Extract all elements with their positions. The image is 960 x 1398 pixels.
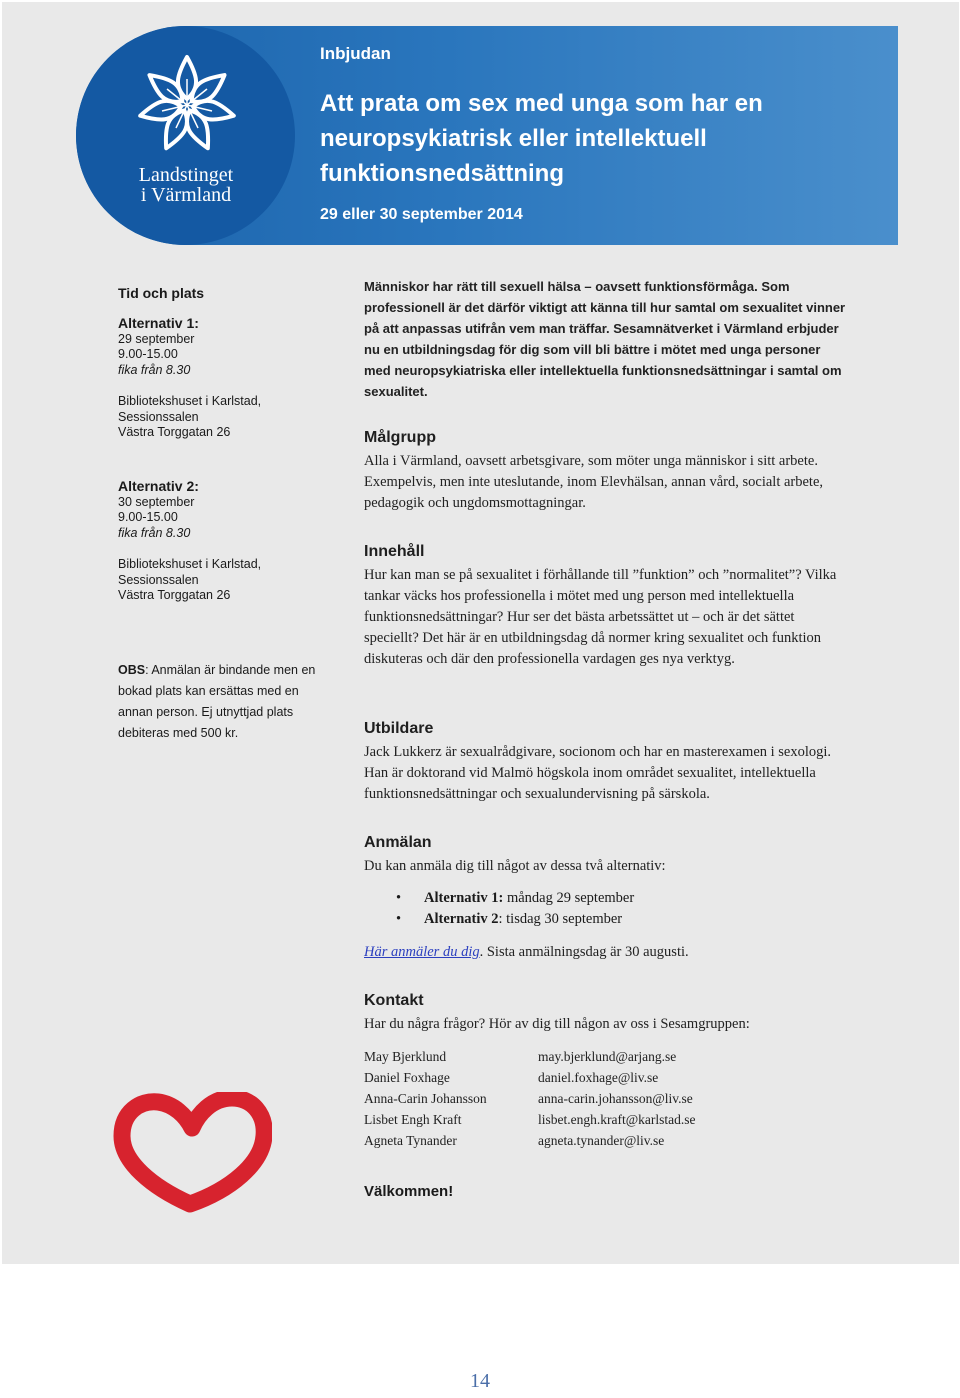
contact-email[interactable]: daniel.foxhage@liv.se — [538, 1070, 659, 1085]
list-item — [396, 888, 634, 909]
alternative-2-address: Västra Torggatan 26 — [118, 588, 231, 602]
anmalan-text: Du kan anmäla dig till något av dessa två alternativ: — [364, 858, 666, 874]
alternative-1-time: 9.00-15.00 — [118, 347, 178, 361]
obs-text: : Anmälan är bindande men en bokad plats kan ersättas med en annan person. Ej utnyttjad plats debiteras med 500 kr. — [118, 663, 316, 740]
innehall-heading: Innehåll — [364, 543, 425, 560]
page-title: Att prata om sex med unga som har en neuropsykiatrisk eller intellektuell funktionsnedsättning — [320, 90, 763, 187]
alternative-2-room: Sessionssalen — [118, 572, 199, 587]
contact-names — [364, 1046, 487, 1151]
alt1-day: måndag 29 september — [503, 890, 635, 906]
contact-name: Anna-Carin Johansson — [364, 1091, 487, 1106]
logo-text-line2: i Värmland — [140, 184, 232, 206]
alternative-1-date: 29 september — [118, 331, 195, 346]
page-number: 14 — [470, 1370, 490, 1392]
intro-paragraph: Människor har rätt till sexuell hälsa – oavsett funktionsförmåga. Som professionell är det därför viktigt att känna till hur samtal om sexualitet vinner på att anpassas utifrån vem man träffar. Sesamnätverket i Värmland erbjuder nu en utbildningsdag för dig som vill bli bättre i mötet med unga personer med neuropsykiatriska eller intellektuella funktionsnedsättningar i samtal om sexualitet. — [364, 279, 846, 399]
alternative-1-fika: fika från 8.30 — [118, 362, 191, 377]
alternatives-list — [396, 888, 634, 930]
alternative-2-block — [118, 479, 261, 604]
invitation-kicker: Inbjudan — [320, 44, 391, 63]
sidebar-heading: Tid och plats — [118, 285, 205, 301]
alternative-2-date: 30 september — [118, 494, 195, 509]
contact-email[interactable]: may.bjerklund@arjang.se — [538, 1049, 677, 1064]
alternative-2-venue: Bibliotekshuset i Karlstad, — [118, 557, 262, 571]
anmalan-heading: Anmälan — [364, 834, 432, 851]
alternative-1-address: Västra Torggatan 26 — [118, 425, 231, 439]
register-line — [364, 942, 852, 963]
alt2-label: Alternativ 2 — [424, 911, 499, 927]
alternative-2-fika: fika från 8.30 — [118, 525, 191, 540]
register-deadline: . Sista anmälningsdag är 30 augusti. — [479, 944, 689, 960]
contact-name: May Bjerklund — [364, 1049, 447, 1064]
register-link[interactable]: Här anmäler du dig — [364, 944, 480, 960]
contact-name: Agneta Tynander — [364, 1133, 457, 1148]
obs-note — [118, 660, 318, 744]
kontakt-text: Har du några frågor? Hör av dig till någon av oss i Sesamgruppen: — [364, 1016, 750, 1032]
contact-email[interactable]: agneta.tynander@liv.se — [538, 1133, 665, 1148]
star-flower-logo-icon — [132, 50, 242, 160]
obs-label: OBS — [118, 663, 146, 677]
heart-icon — [112, 1092, 272, 1217]
contact-name: Lisbet Engh Kraft — [364, 1112, 462, 1127]
alternative-1-room: Sessionssalen — [118, 409, 199, 424]
list-item — [396, 909, 634, 930]
utbildare-text: Jack Lukkerz är sexualrådgivare, socionom och har en masterexamen i sexologi. Han är doktorand vid Malmö högskola inom området sexualitet, intellektuella funktionsnedsättningar och sexualundervisning på särskola. — [364, 744, 832, 802]
malgrupp-heading: Målgrupp — [364, 429, 436, 446]
alt2-day: : tisdag 30 september — [498, 911, 623, 927]
innehall-text: Hur kan man se på sexualitet i förhållande till ”funktion” och ”normalitet”? Vilka tankar väcks hos professionella i mötet med ung person med intellektuella funktionsnedsättningar? Hur ser det bästa arbetssättet ut – och är det sättet speciellt? Det här är en utbildningsdag då normer kring sexualitet och funktion diskuteras och där den professionella vardagen ges nya verktyg. — [364, 567, 837, 667]
contact-emails — [538, 1046, 696, 1151]
contact-email[interactable]: lisbet.engh.kraft@karlstad.se — [538, 1112, 696, 1127]
contact-name: Daniel Foxhage — [364, 1070, 450, 1085]
malgrupp-text: Alla i Värmland, oavsett arbetsgivare, som möter unga människor i sitt arbete. Exempelvis, men inte uteslutande, inom Elevhälsan, annan vård, socialt arbete, pedagogik och ungdomsmottagningar. — [364, 453, 824, 511]
event-date: 29 eller 30 september 2014 — [320, 206, 523, 223]
alternative-1-title: Alternativ 1: — [118, 315, 199, 331]
alternative-1-venue: Bibliotekshuset i Karlstad, — [118, 394, 262, 408]
welcome-text: Välkommen! — [364, 1183, 454, 1200]
alternative-2-title: Alternativ 2: — [118, 478, 199, 494]
alt1-label: Alternativ 1: — [424, 890, 504, 906]
contact-email[interactable]: anna-carin.johansson@liv.se — [538, 1091, 693, 1106]
utbildare-heading: Utbildare — [364, 720, 434, 737]
logo-text-line1: Landstinget — [138, 164, 234, 186]
alternative-1-block — [118, 316, 261, 441]
alternative-2-time: 9.00-15.00 — [118, 510, 178, 524]
kontakt-heading: Kontakt — [364, 992, 424, 1009]
